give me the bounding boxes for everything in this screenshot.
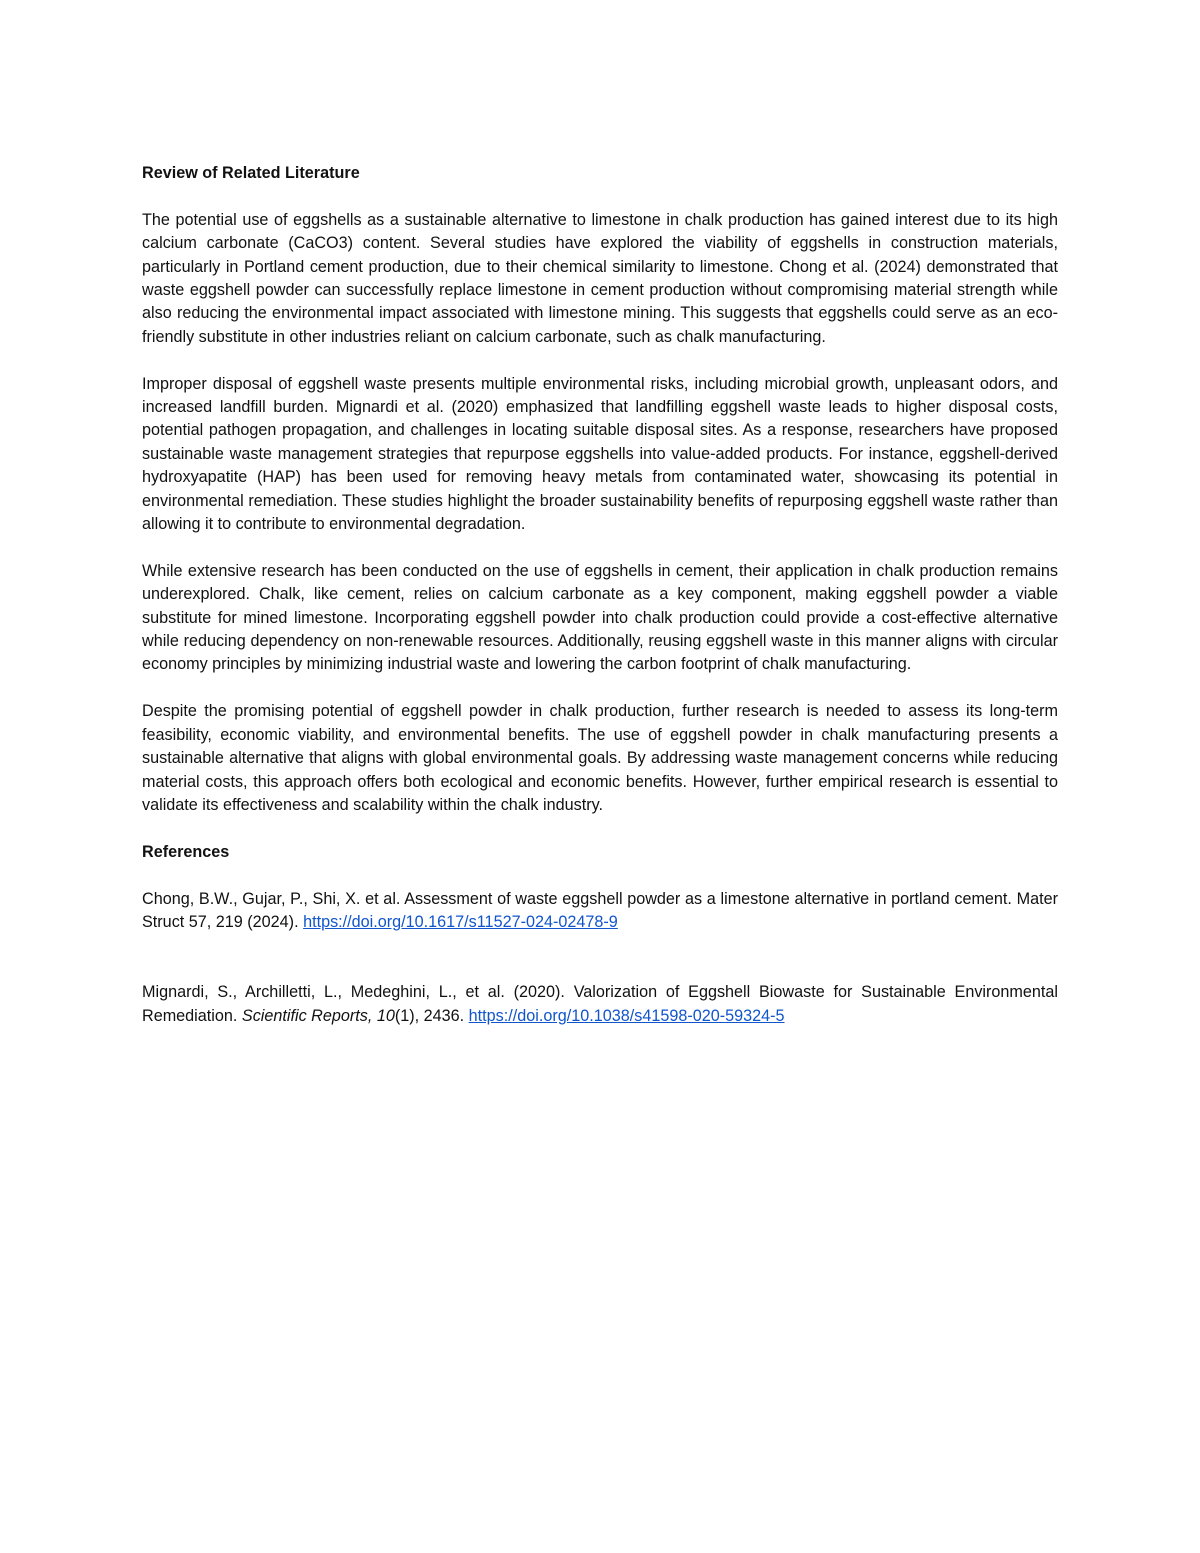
reference-2 [142,981,1058,1028]
reference-2-journal: Scientific Reports, 10 [241,1006,395,1025]
reference-1-doi-link[interactable]: https://doi.org/10.1617/s11527-024-02478-9 [303,912,618,931]
reference-spacer [142,934,1058,981]
paragraph-3: While extensive research has been conducted on the use of eggshells in cement, their application in chalk production remains underexplored. Chalk, like cement, relies on calcium carbonate as a key component, making eggshell powder a viable substitute for mined limestone. Incorporating eggshell powder into chalk production could provide a cost-effective alternative while reducing dependency on non-renewable resources. Additionally, reusing eggshell waste in this manner aligns with circular economy principles by minimizing industrial waste and lowering the carbon footprint of chalk manufacturing. [142,561,1058,674]
references-heading: References [142,842,230,861]
document-page [142,162,1058,1028]
paragraph-1: The potential use of eggshells as a sustainable alternative to limestone in chalk production has gained interest due to its high calcium carbonate (CaCO3) content. Several studies have explored the viability of eggshells in construction materials, particularly in Portland cement production, due to their chemical similarity to limestone. Chong et al. (2024) demonstrated that waste eggshell powder can successfully replace limestone in cement production without compromising material strength while also reducing the environmental impact associated with limestone mining. This suggests that eggshells could serve as an eco-friendly substitute in other industries reliant on calcium carbonate, such as chalk manufacturing. [142,210,1058,346]
section-title: Review of Related Literature [142,164,360,182]
paragraph-2: Improper disposal of eggshell waste presents multiple environmental risks, including microbial growth, unpleasant odors, and increased landfill burden. Mignardi et al. (2020) emphasized that landfilling eggshell waste leads to higher disposal costs, potential pathogen propagation, and challenges in locating suitable disposal sites. As a response, researchers have proposed sustainable waste management strategies that repurpose eggshells into value-added products. For instance, eggshell-derived hydroxyapatite (HAP) has been used for removing heavy metals from contaminated water, showcasing its potential in environmental remediation. These studies highlight the broader sustainability benefits of repurposing eggshell waste rather than allowing it to contribute to environmental degradation. [142,374,1058,534]
reference-2-issue: (1), 2436. [394,1006,469,1025]
paragraph-4: Despite the promising potential of eggshell powder in chalk production, further research is needed to assess its long-term feasibility, economic viability, and environmental benefits. The use of eggshell powder in chalk manufacturing presents a sustainable alternative that aligns with global environmental goals. By addressing waste management concerns while reducing material costs, this approach offers both ecological and economic benefits. However, further empirical research is essential to validate its effectiveness and scalability within the chalk industry. [142,702,1058,814]
reference-2-text: Mignardi, S., Archilletti, L., Medeghini, L., et al. (2020). Valorization of Eggshell Biowaste for Sustainable Environmental Remediation. [142,983,1058,1025]
reference-1 [142,888,1058,935]
reference-1-text: Chong, B.W., Gujar, P., Shi, X. et al. Assessment of waste eggshell powder as a limestone alternative in portland cement. Mater Struct 57, 219 (2024). [142,889,1058,931]
reference-2-doi-link[interactable]: https://doi.org/10.1038/s41598-020-59324-5 [468,1006,785,1025]
